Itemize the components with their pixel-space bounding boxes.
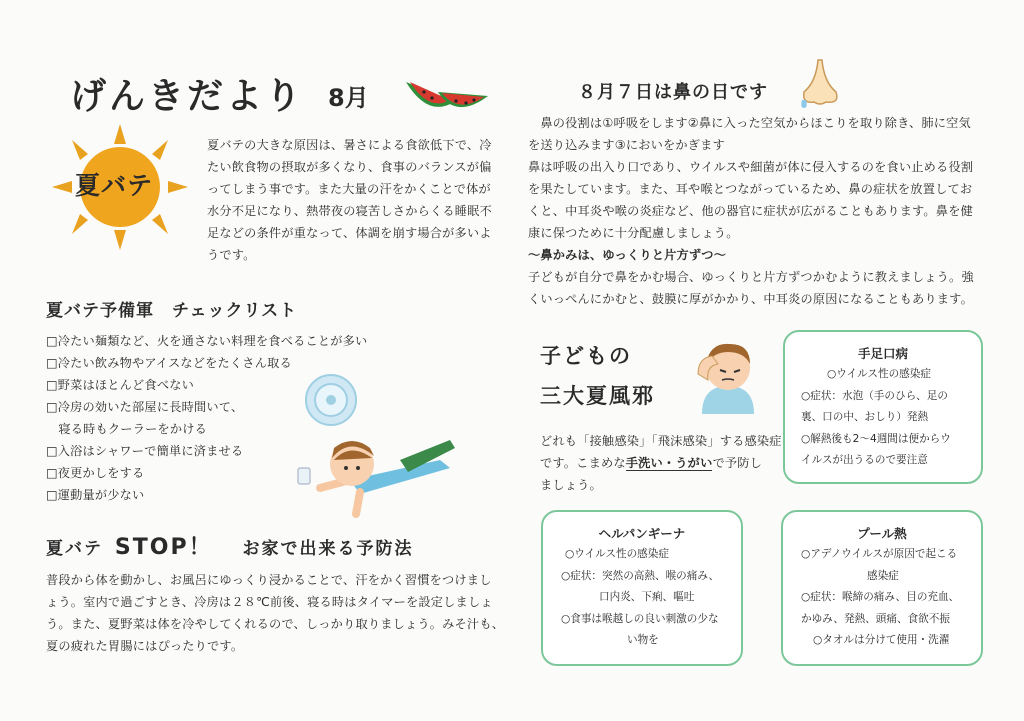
herpangina-line: ○ウイルス性の感染症 bbox=[565, 548, 669, 560]
newsletter-title: げんきだより bbox=[70, 76, 305, 117]
pool-fever-line: ○症状：喉締の痛み、目の充血、 bbox=[801, 591, 960, 603]
nose-line: くいっぺんにかむと、鼓膜に厚がかかり、中耳炎の原因になることもあります。 bbox=[528, 292, 973, 306]
checklist-item: 寝る時もクーラーをかける bbox=[46, 422, 208, 436]
nose-line: 康に保つために十分配慮しましょう。 bbox=[528, 226, 739, 240]
nose-line: を果たしています。また、耳や喉とつながっているため、鼻の症状を放置してお bbox=[528, 182, 973, 196]
natsubate-line: たい飲食物の摂取が多くなり、食事のバランスが偏 bbox=[207, 160, 492, 174]
hfmd-line: ○解熱後も2～4週間は便からウ bbox=[801, 432, 951, 445]
stop-line: ょう。室内で過ごすとき、冷房は２８℃前後、寝る時はタイマーを設定しましょ bbox=[46, 595, 493, 609]
colds-heading bbox=[540, 336, 655, 416]
fan-icon bbox=[303, 372, 359, 428]
colds-intro-line bbox=[540, 452, 782, 474]
sick-child-illustration bbox=[688, 334, 768, 414]
stop-heading-b: STOP！ bbox=[114, 535, 213, 560]
herpangina-line: ○症状：突然の高熱、喉の痛み、 bbox=[561, 569, 720, 582]
hfmd-box bbox=[783, 330, 983, 484]
month-label: 8月 bbox=[328, 84, 369, 112]
checklist-item: □冷たい麺類など、火を通さない料理を食べることが多い bbox=[46, 334, 368, 348]
sun-label: 夏バテ bbox=[75, 171, 154, 200]
herpangina-line: い物を bbox=[627, 634, 659, 646]
nose-day-paragraph bbox=[528, 112, 974, 310]
colds-heading-line2: 三大夏風邪 bbox=[540, 384, 655, 408]
stop-line: 夏の疲れた胃腸にはぴったりです。 bbox=[46, 639, 244, 653]
pool-fever-line: ○タオルは分けて使用・洗濯 bbox=[813, 634, 950, 646]
nose-line: を送り込みます③においをかぎます bbox=[528, 138, 725, 152]
stop-paragraph bbox=[46, 569, 504, 657]
stop-line: う。また、夏野菜は体を冷やしてくれるので、しっかり取りましょう。みそ汁も、 bbox=[46, 617, 505, 631]
handwash-emphasis: 手洗い・うがい bbox=[625, 456, 713, 470]
natsubate-paragraph bbox=[207, 134, 492, 266]
checklist-item: □入浴はシャワーで簡単に済ませる bbox=[46, 444, 244, 458]
natsubate-line: うです。 bbox=[207, 248, 256, 262]
nose-line: 鼻は呼吸の出入り口であり、ウイルスや細菌が体に侵入するのを食い止める役割 bbox=[528, 160, 974, 174]
checklist-item: □野菜はほとんど食べない bbox=[46, 378, 194, 392]
stop-line: 普段から体を動かし、お風呂にゆっくり浸かることで、汗をかく習慣をつけまし bbox=[46, 573, 492, 587]
nose-subheading: ～鼻かみは、ゆっくりと片方ずつ～ bbox=[528, 248, 727, 262]
checklist-item: □運動量が少ない bbox=[46, 488, 145, 502]
herpangina-title: ヘルパンギーナ bbox=[598, 526, 686, 541]
herpangina-box bbox=[541, 510, 743, 666]
nose-icon bbox=[796, 58, 844, 110]
nose-line: くと、中耳炎や喉の炎症など、他の器官に症状が広がることもあります。鼻を健 bbox=[528, 204, 973, 218]
hfmd-line: イルスが出うるので要注意 bbox=[801, 454, 928, 466]
hfmd-line: ○ウイルス性の感染症 bbox=[827, 368, 931, 380]
tired-child-illustration bbox=[290, 430, 460, 520]
colds-intro-part: です。こまめな bbox=[540, 456, 626, 470]
hfmd-line: ○症状：水泡（手のひら、足の bbox=[801, 389, 948, 402]
colds-intro-line: どれも「接触感染」「飛沫感染」する感染症 bbox=[540, 434, 782, 448]
natsubate-line: ってしまう事です。また大量の汗をかくことで体が bbox=[207, 182, 491, 196]
stop-heading-c: お家で出来る予防法 bbox=[242, 539, 414, 559]
natsubate-line: 足などの条件が重なって、体調を崩す場合が多いよ bbox=[207, 226, 492, 240]
colds-intro-part: で予防し bbox=[712, 456, 763, 470]
nose-line: 鼻の役割は①呼吸をします②鼻に入った空気からほこりを取り除き、肺に空気 bbox=[528, 116, 971, 130]
nose-day-heading: ８月７日は鼻の日です bbox=[578, 82, 768, 103]
colds-intro-line: ましょう。 bbox=[540, 478, 602, 492]
natsubate-line: 夏バテの大きな原因は、暑さによる食欲低下で、冷 bbox=[207, 138, 492, 152]
pool-fever-line: かゆみ、発熱、頭痛、食欲不振 bbox=[801, 612, 950, 625]
herpangina-line: ○食事は喉越しの良い刺激の少な bbox=[561, 612, 719, 625]
pool-fever-box bbox=[781, 510, 983, 666]
checklist-item: □冷たい飲み物やアイスなどをたくさん取る bbox=[46, 356, 292, 370]
stop-heading-a: 夏バテ bbox=[46, 539, 103, 559]
hfmd-line: 裏、口の中、おしり）発熱 bbox=[801, 411, 929, 423]
checklist-item: □夜更かしをする bbox=[46, 466, 145, 480]
watermelon-icon bbox=[402, 72, 492, 118]
herpangina-line: 口内炎、下痢、嘔吐 bbox=[599, 591, 695, 603]
colds-heading-line1: 子どもの bbox=[540, 344, 632, 368]
colds-intro bbox=[540, 430, 782, 496]
pool-fever-title: プール熱 bbox=[857, 526, 907, 541]
checklist-heading: 夏バテ予備軍 チェックリスト bbox=[46, 301, 298, 321]
hfmd-title: 手足口病 bbox=[857, 346, 908, 361]
pool-fever-line: ○アデノウイルスが原因で起こる bbox=[801, 548, 958, 560]
nose-line: 子どもが自分で鼻をかむ場合、ゆっくりと片方ずつかむように教えましょう。強 bbox=[528, 270, 974, 284]
stop-heading bbox=[46, 533, 414, 564]
pool-fever-line: 感染症 bbox=[867, 569, 899, 582]
natsubate-line: 水分不足になり、熱帯夜の寝苦しさからくる睡眠不 bbox=[207, 204, 492, 218]
checklist-item: □冷房の効いた部屋に長時間いて、 bbox=[46, 400, 244, 414]
